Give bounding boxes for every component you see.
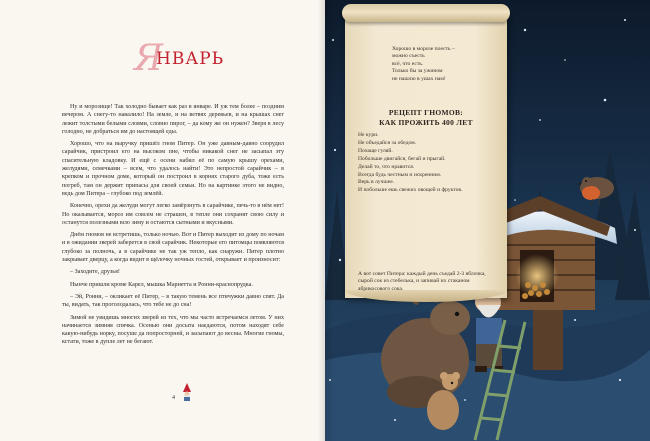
recipe-scroll [345, 4, 507, 304]
verse [392, 46, 492, 83]
recipe-title [345, 108, 507, 128]
chapter-title [134, 38, 254, 79]
recipe-title-line: КАК ПРОЖИТЬ 400 ЛЕТ [379, 118, 473, 127]
rule-item: Всегда будь честным и искренним. [358, 171, 442, 178]
verse-line: не нашлю в ушах нам! [392, 75, 446, 82]
rule-item: Побольше двигайся, бегай и прыгай. [358, 155, 446, 162]
paragraph: Нынче пришли кроме Карел, мышка Марнетта и Ронни-краснопрудка. [70, 281, 253, 288]
rule-item: И побольше ешь свежих овощей и фруктов. [358, 187, 463, 194]
page-number: 4 [172, 395, 175, 401]
paragraph: Конечно, орехи да желуди могут легко замёрзнуть в сарайчике, печь-то в нём нет! Но оказывается, мороз им совсем не страшен, в тепле они сохранят свою силу и останутся полезными всю зиму и остаются сытными и вкусными. [62, 203, 284, 226]
rule-item: Не объедайся за обедом. [358, 139, 417, 146]
verse-line: всё, что есть. [392, 60, 424, 67]
recipe-title-line: РЕЦЕПТ ГНОМОВ: [388, 108, 464, 117]
paragraph: Днём гномов не встретишь, только ночью. Вот и Питер выходит из дому по ночам и в ожидании зверей заберется в свой сарайчик. Некоторые его питомцы появляются глубоко за полночь, а в сарайчике не так уж тепло, как снаружи. Питер плотно закрывает дверцу, а когда видит в щёлочку ночных гостей, открывает и произносит: [62, 232, 284, 264]
paragraph: – Эй, Ронни, – окликает её Питер, – в такую темень все птичужки давно спят. Да ты, видать, так проголодалась, что тебе не до сна! [62, 293, 284, 309]
peter-advice: А вот совет Питера: каждый день съедай 2-3 яблочка, сырой сок из стебелька, и запивай их стаканом абрикосового сока. [358, 271, 486, 292]
paragraph: – Заходите, друзья! [70, 269, 120, 276]
verse-line: можно съесть [392, 53, 425, 60]
paragraph: Ну и морозище! Так холодно бывает как раз в январе. И уж тем более – поздним вечером. А снегу-то навалило! На земле, и на ветвях деревьев, и на крышах снег лежит толстыми белыми слоями, словно пирог, – да кому же он нужен? Зверя в лесу голодно, не добраться им до настоящей еды. [62, 104, 284, 135]
book-gutter [318, 0, 334, 441]
chapter-title-initial: Я [134, 38, 164, 79]
rule-item: Делай то, что нравится. [358, 163, 415, 170]
rule-item: Верь в лучшее. [358, 179, 395, 186]
paragraph: Хорошо, что на выручку пришёл гном Питер. Он уже давным-давно соорудил сарайчик, пристроил его на высоком пне, чтобы никакой снег не засыпал эту спасительную кладовку. И ещё с осени набил её по самую крышу орехами, желудями, семечками – всем, что удалось найти! Это непростой сарайчик – в крепком и прочном доме, который он построил в корнях старого дуба, тоже есть погреб, там он держит припасы для своей семьи. Но на картинке этого не видно, ведь дом Питера – глубоко под землёй. [62, 141, 284, 197]
rules-list [358, 132, 498, 195]
body-text [62, 103, 284, 351]
rule-item: Почаще гуляй. [358, 147, 393, 154]
right-page [325, 0, 650, 441]
chapter-title-rest: НВАРЬ [156, 49, 225, 69]
rule-item: Не кури. [358, 132, 379, 138]
gnome-icon [180, 383, 194, 401]
scroll-roll-top [342, 4, 510, 22]
verse-line: Только бы за ужином [392, 68, 443, 75]
paragraph: Зимой не увидишь многих зверей из тех, что мы часто встречаемся летом. У них начинается зимняя спячка. Осенью они досыта наедаются, потом находят себе какую-нибудь норку, посуше да попросторней, и засыпают до весны. Многие гномы, кстати, тоже в дупле лет не бегают. [62, 314, 284, 346]
verse-line: Хорошо в морозе поесть – [392, 46, 455, 52]
